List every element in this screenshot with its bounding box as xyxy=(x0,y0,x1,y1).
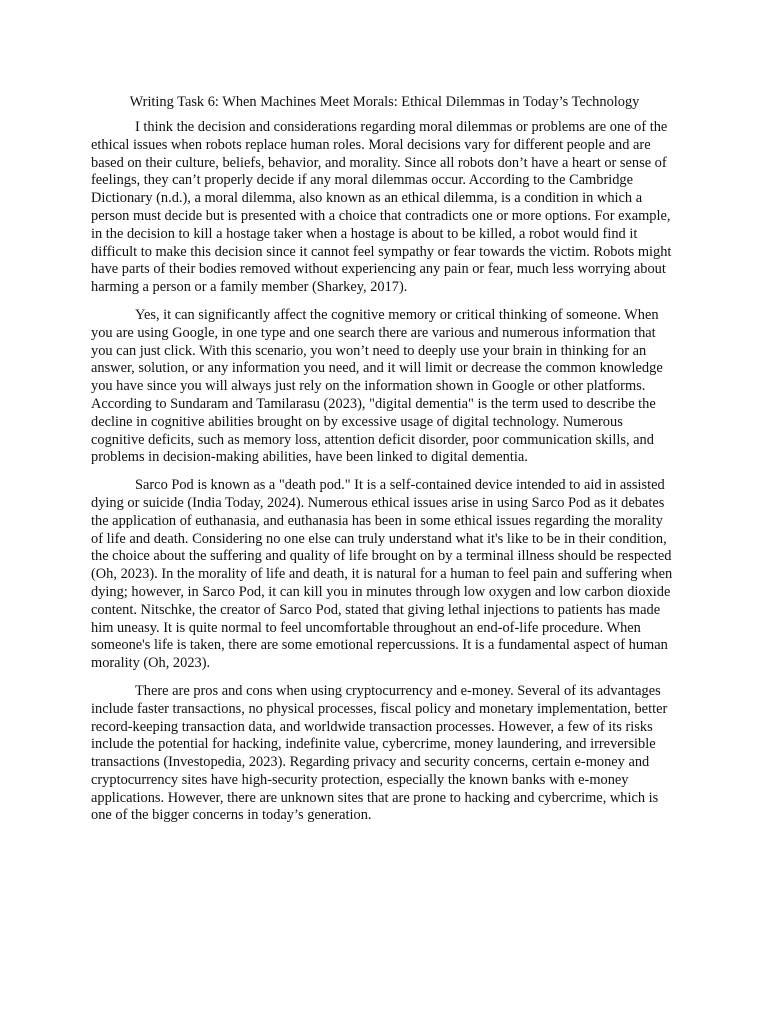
document-page xyxy=(91,93,678,835)
paragraph-robots-moral-dilemmas: I think the decision and considerations regarding moral dilemmas or problems are one of the ethical issues when robots replace human roles. Moral decisions vary for different people and are based on their culture, beliefs, behavior, and morality. Since all robots don’t have a heart or sense of feelings, they can’t properly decide if any moral dilemmas occur. According to the Cambridge Dictionary (n.d.), a moral dilemma, also known as an ethical dilemma, is a condition in which a person must decide but is presented with a choice that contradicts one or more options. For example, in the decision to kill a hostage taker when a hostage is about to be killed, a robot would find it difficult to make this decision since it cannot feel sympathy or fear towards the victim. Robots might have parts of their bodies removed without experiencing any pain or fear, much less worrying about harming a person or a family member (Sharkey, 2017). xyxy=(91,119,672,296)
paragraph-digital-dementia: Yes, it can significantly affect the cognitive memory or critical thinking of someone. When you are using Google, in one type and one search there are various and numerous information that you can just click. With this scenario, you won’t need to deeply use your brain in thinking for an answer, solution, or any information you need, and it will limit or decrease the common knowledge you have since you will always just rely on the information shown in Google or other platforms. According to Sundaram and Tamilarasu (2023), "digital dementia" is the term used to describe the decline in cognitive abilities brought on by excessive usage of digital technology. Numerous cognitive deficits, such as memory loss, attention deficit disorder, poor communication skills, and problems in decision-making abilities, have been linked to digital dementia. xyxy=(91,306,663,466)
document-title: Writing Task 6: When Machines Meet Morals: Ethical Dilemmas in Today’s Technology xyxy=(129,94,640,110)
paragraph-cryptocurrency: There are pros and cons when using cryptocurrency and e-money. Several of its advantages include faster transactions, no physical processes, fiscal policy and monetary implementation, better record-keeping transaction data, and worldwide transaction processes. However, a few of its risks include the potential for hacking, indefinite value, cybercrime, money laundering, and irreversible transactions (Investopedia, 2023). Regarding privacy and security concerns, certain e-money and cryptocurrency sites have high-security protection, especially the known banks with e-money applications. However, there are unknown sites that are prone to hacking and cybercrime, which is one of the bigger concerns in today’s generation. xyxy=(91,682,668,824)
paragraph-sarco-pod: Sarco Pod is known as a "death pod." It is a self-contained device intended to aid in assisted dying or suicide (India Today, 2024). Numerous ethical issues arise in using Sarco Pod as it debates the application of euthanasia, and euthanasia has been in some ethical issues regarding the morality of life and death. Considering no one else can truly understand what it's like to be in their condition, the choice about the suffering and quality of life brought on by a terminal illness should be respected (Oh, 2023). In the morality of life and death, it is natural for a human to feel pain and suffering when dying; however, in Sarco Pod, it can kill you in minutes through low oxygen and low carbon dioxide content. Nitschke, the creator of Sarco Pod, stated that giving lethal injections to patients has made him uneasy. It is quite normal to feel uncomfortable throughout an end-of-life procedure. When someone's life is taken, there are some emotional repercussions. It is a fundamental aspect of human morality (Oh, 2023). xyxy=(91,477,673,672)
